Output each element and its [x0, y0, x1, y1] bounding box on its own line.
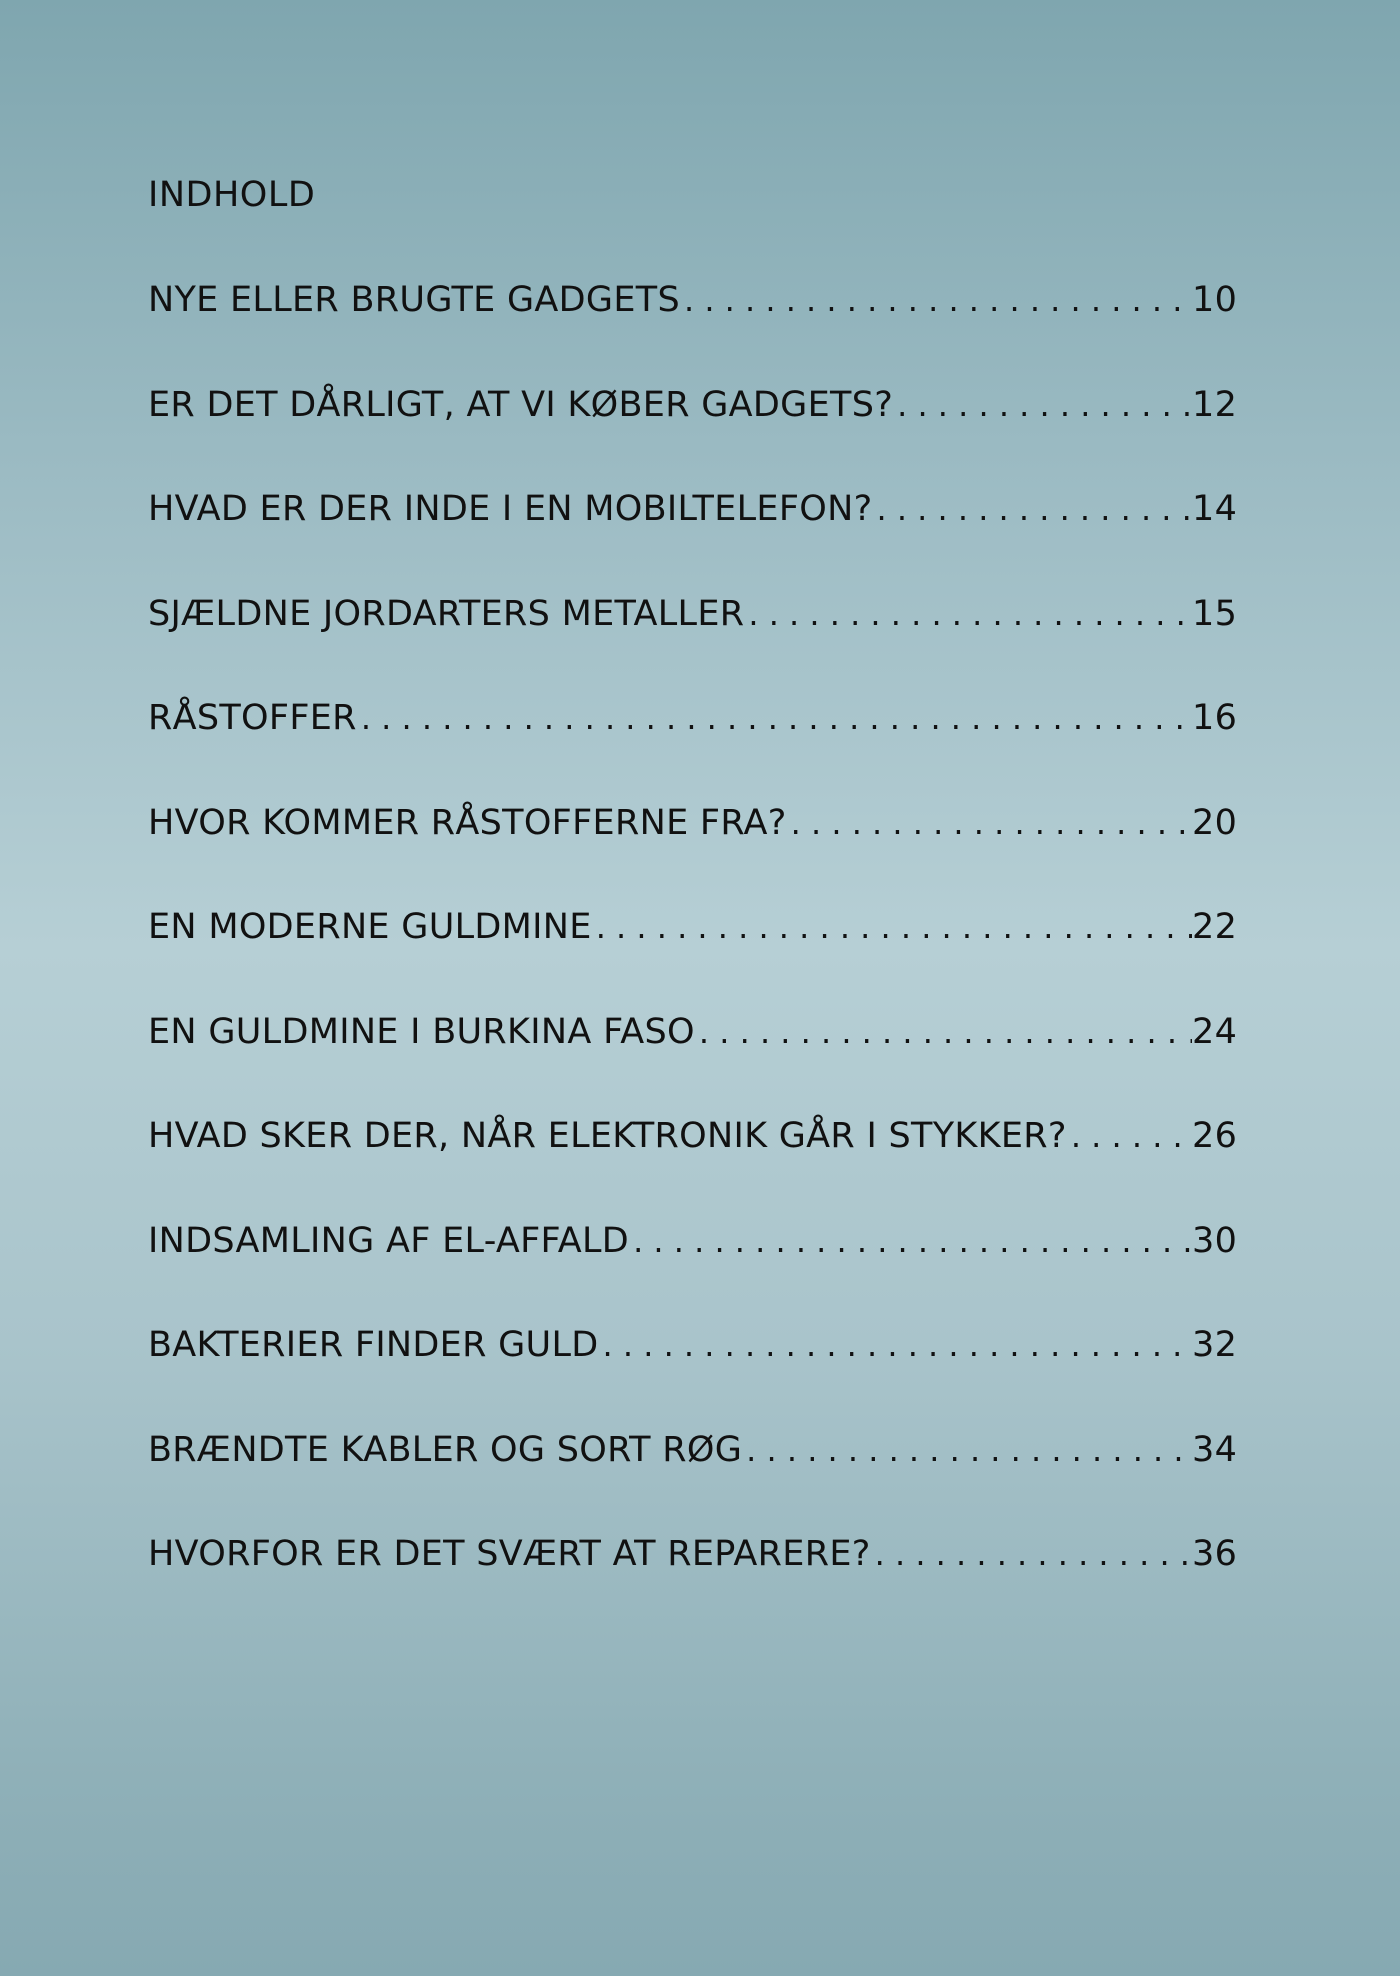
toc-entry-page: 14: [1192, 489, 1238, 529]
toc-entry-title: RÅSTOFFER: [148, 698, 357, 738]
toc-entry-title: HVAD SKER DER, NÅR ELEKTRONIK GÅR I STYKKER?: [148, 1116, 1067, 1156]
toc-heading: INDHOLD: [148, 175, 316, 215]
toc-entry[interactable]: [148, 1526, 1236, 1631]
toc-entry-page: 34: [1192, 1429, 1238, 1470]
toc-dot-leader: [893, 377, 1192, 433]
toc-entry-title: INDSAMLING AF EL-AFFALD: [148, 1220, 630, 1261]
toc-entry-title: EN MODERNE GULDMINE: [148, 907, 592, 947]
toc-entry[interactable]: [148, 481, 1236, 586]
toc-entry-title: HVORFOR ER DET SVÆRT AT REPARERE?: [148, 1534, 871, 1574]
toc-dot-leader: [742, 1422, 1192, 1478]
toc-entry-page: 10: [1192, 280, 1238, 320]
toc-entry-page: 22: [1192, 907, 1238, 947]
toc-entry-title: ER DET DÅRLIGT, AT VI KØBER GADGETS?: [148, 384, 894, 425]
toc-dot-leader: [357, 690, 1192, 746]
toc-entry-title: HVOR KOMMER RÅSTOFFERNE FRA?: [148, 802, 787, 843]
toc-dot-leader: [599, 1317, 1192, 1373]
toc-entry[interactable]: [148, 272, 1236, 377]
toc-entry-title: SJÆLDNE JORDARTERS METALLER: [148, 593, 745, 634]
toc-entry[interactable]: [148, 1317, 1236, 1422]
toc-entry[interactable]: [148, 377, 1236, 482]
toc-dot-leader: [680, 272, 1192, 328]
toc-entry-page: 24: [1192, 1011, 1238, 1052]
toc-entry[interactable]: [148, 899, 1236, 1004]
toc-entry[interactable]: [148, 1108, 1236, 1213]
toc-entry[interactable]: [148, 795, 1236, 900]
toc-entry-title: NYE ELLER BRUGTE GADGETS: [148, 280, 680, 320]
toc-entry-page: 32: [1192, 1325, 1238, 1365]
toc-entry[interactable]: [148, 1213, 1236, 1318]
toc-entry-page: 36: [1192, 1534, 1238, 1574]
toc-entry-page: 15: [1192, 593, 1238, 634]
toc-entry-page: 30: [1192, 1220, 1238, 1261]
toc-entry-title: EN GULDMINE I BURKINA FASO: [148, 1011, 695, 1052]
toc-entry[interactable]: [148, 1422, 1236, 1527]
toc-dot-leader: [592, 899, 1192, 955]
toc-entry-title: BRÆNDTE KABLER OG SORT RØG: [148, 1429, 743, 1470]
toc-entry-page: 12: [1192, 384, 1238, 425]
toc-dot-leader: [695, 1004, 1192, 1060]
toc-entry[interactable]: [148, 1004, 1236, 1109]
toc-list: [148, 272, 1236, 1631]
toc-dot-leader: [872, 481, 1192, 537]
toc-entry-title: HVAD ER DER INDE I EN MOBILTELEFON?: [148, 489, 873, 529]
toc-entry-page: 26: [1192, 1116, 1238, 1156]
toc-entry-page: 16: [1192, 698, 1238, 738]
toc-dot-leader: [1067, 1108, 1192, 1164]
toc-entry-page: 20: [1192, 802, 1238, 843]
toc-dot-leader: [871, 1526, 1192, 1582]
toc-entry-title: BAKTERIER FINDER GULD: [148, 1325, 599, 1365]
toc-dot-leader: [787, 795, 1192, 851]
toc-dot-leader: [629, 1213, 1192, 1269]
toc-dot-leader: [744, 586, 1192, 642]
toc-entry[interactable]: [148, 690, 1236, 795]
toc-entry[interactable]: [148, 586, 1236, 691]
